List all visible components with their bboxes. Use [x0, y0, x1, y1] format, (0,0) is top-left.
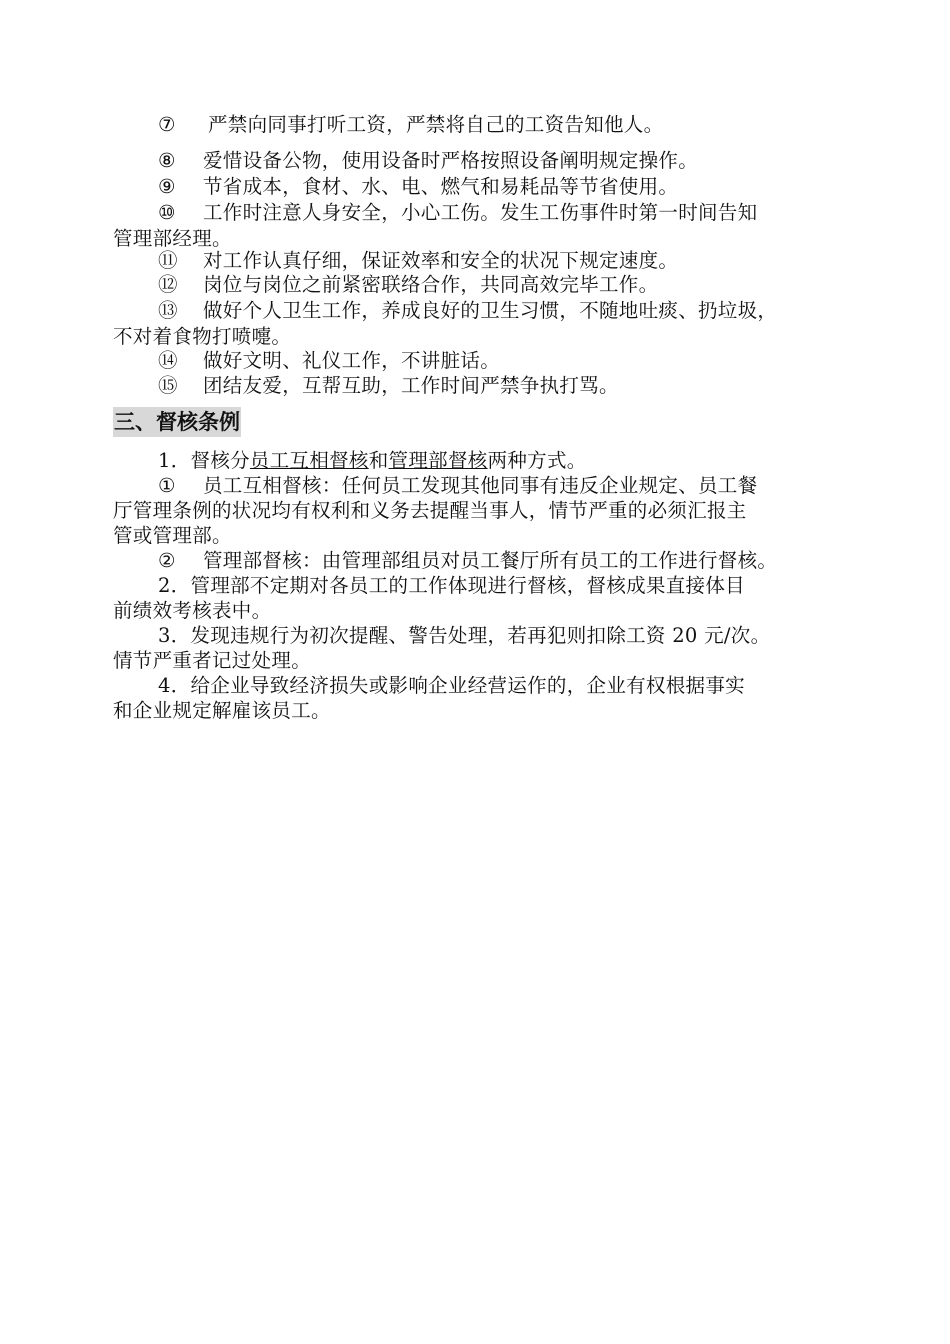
paragraph-number: 3． — [158, 624, 191, 647]
rule-text: 爱惜设备公物，使用设备时严格按照设备阐明规定操作。 — [203, 149, 699, 172]
rule-number: ⑮ — [158, 374, 178, 397]
sub-item-text: 员工互相督核：任何员工发现其他同事有违反企业规定、员工餐 — [203, 474, 758, 497]
paragraph-number: 2． — [158, 574, 191, 597]
paragraph-2-line-2: 前绩效考核表中。 — [113, 599, 272, 622]
rule-item-7 — [158, 112, 898, 138]
rule-text: 岗位与岗位之前紧密联络合作，共同高效完毕工作。 — [203, 273, 659, 296]
sub-item-1-line-2: 厅管理条例的状况均有权利和义务去提醒当事人，情节严重的必须汇报主 — [113, 499, 747, 522]
rule-item-15 — [158, 373, 898, 399]
rule-item-9 — [158, 174, 898, 200]
rule-item-13 — [158, 298, 898, 324]
rule-item-10-continuation: 管理部经理。 — [113, 227, 232, 250]
sub-item-number: ② — [158, 549, 176, 572]
paragraph-1 — [158, 448, 898, 474]
paragraph-2 — [158, 573, 898, 599]
rule-item-10 — [158, 200, 898, 226]
rule-item-14 — [158, 348, 898, 374]
rule-text: 对工作认真仔细，保证效率和安全的状况下规定速度。 — [203, 249, 679, 272]
paragraph-text: 给企业导致经济损失或影响企业经营运作的，企业有权根据事实 — [190, 674, 745, 697]
rule-item-13-continuation: 不对着食物打喷嚏。 — [113, 325, 292, 348]
paragraph-3-line-2: 情节严重者记过处理。 — [113, 649, 312, 672]
underlined-term-peer-review: 员工互相督核 — [249, 449, 369, 472]
rule-text: 团结友爱，互帮互助，工作时间严禁争执打骂。 — [203, 374, 619, 397]
paragraph-text: 发现违规行为初次提醒、警告处理，若再犯则扣除工资 20 元/次。 — [190, 624, 771, 647]
paragraph-3 — [158, 623, 898, 649]
rule-number: ⑩ — [158, 201, 176, 224]
rule-text: 工作时注意人身安全，小心工伤。发生工伤事件时第一时间告知 — [203, 201, 758, 224]
paragraph-text-post: 两种方式。 — [487, 449, 587, 472]
rule-text: 做好文明、礼仪工作，不讲脏话。 — [203, 349, 501, 372]
rule-text: 做好个人卫生工作，养成良好的卫生习惯，不随地吐痰、扔垃圾， — [203, 299, 778, 322]
rule-number: ⑫ — [158, 273, 178, 296]
underlined-term-management-review: 管理部督核 — [388, 449, 488, 472]
rule-text: 节省成本，食材、水、电、燃气和易耗品等节省使用。 — [203, 175, 679, 198]
sub-item-1-line-3: 管或管理部。 — [113, 524, 232, 547]
section-heading: 三、督核条例 — [113, 407, 241, 437]
rule-item-11 — [158, 248, 898, 274]
sub-item-text: 管理部督核：由管理部组员对员工餐厅所有员工的工作进行督核。 — [203, 549, 778, 572]
paragraph-number: 4． — [158, 674, 191, 697]
rule-number: ⑨ — [158, 175, 176, 198]
paragraph-number: 1． — [158, 449, 191, 472]
paragraph-4-line-2: 和企业规定解雇该员工。 — [113, 699, 331, 722]
paragraph-4 — [158, 673, 898, 699]
sub-item-2 — [158, 548, 898, 574]
rule-number: ⑬ — [158, 299, 178, 322]
paragraph-text-mid: 和 — [368, 449, 389, 472]
rule-text: 严禁向同事打听工资，严禁将自己的工资告知他人。 — [208, 113, 664, 136]
rule-item-12 — [158, 272, 898, 298]
rule-item-8 — [158, 148, 898, 174]
rule-number: ⑧ — [158, 149, 176, 172]
sub-item-1 — [158, 473, 898, 499]
paragraph-text: 管理部不定期对各员工的工作体现进行督核，督核成果直接体目 — [190, 574, 745, 597]
rule-number: ⑦ — [158, 113, 176, 136]
sub-item-number: ① — [158, 474, 176, 497]
rule-number: ⑪ — [158, 249, 178, 272]
rule-number: ⑭ — [158, 349, 178, 372]
paragraph-text-pre: 督核分 — [190, 449, 250, 472]
